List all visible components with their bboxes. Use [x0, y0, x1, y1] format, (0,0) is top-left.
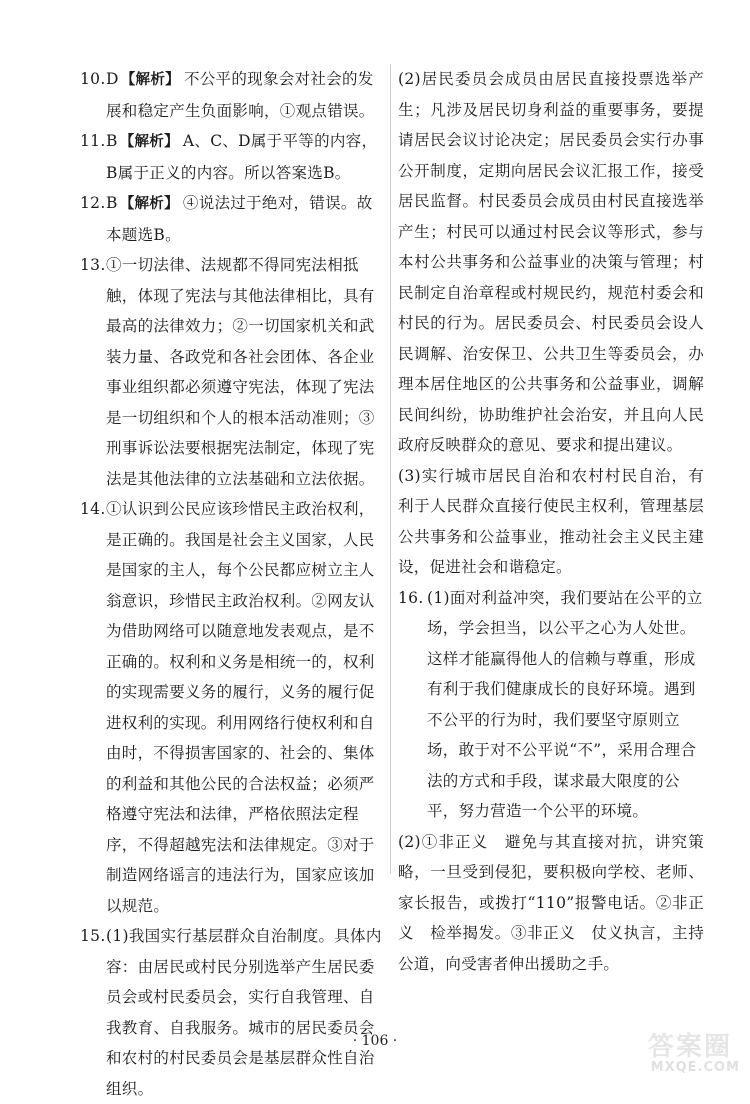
question-number: 15. — [80, 927, 106, 945]
answer-choice: B — [106, 194, 118, 212]
answer-item-16-part2 — [398, 827, 704, 980]
answer-text: (1)面对利益冲突，我们要站在公平的立场，学会担当，以公平之心为人处世。这样才能赢得他人的信赖与尊重，形成有利于我们健康成长的良好环境。遇到不公平的行为时，我们要坚守原则立场，敢于对不公平说“不”，采用合理合法的方式和手段，谋求最大限度的公平，努力营造一个公平的环境。 — [427, 588, 703, 820]
question-number: 16. — [398, 588, 424, 607]
answer-text: 不公平的现象会对社会的发展和稳定产生负面影响，①观点错误。 — [106, 70, 375, 120]
answer-text: ①一切法律、法规都不得同宪法相抵触，体现了宪法与其他法律相比，具有最高的法律效力；②一切国家机关和武装力量、各政党和各社会团体、各企业事业组织都必须遵守宪法，体现了宪法是一切组织和个人的根本活动准则；③刑事诉讼法要根据宪法制定，体现了宪法是其他法律的立法基础和立法依据。 — [106, 256, 375, 488]
question-number: 14. — [80, 500, 106, 518]
answer-item-10 — [80, 64, 383, 126]
answer-text: (2)居民委员会成员由居民直接投票选举产生；凡涉及居民切身利益的重要事务，要提请居民会议讨论决定；居民委员会实行办事公开制度，定期向居民会议汇报工作，接受居民监督。村民委员会成员由村民直接选举产生；村民可以通过村民会议等形式，参与本村公共事务和公益事业的决策与管理；村民制定自治章程或村规民约，规范村委会和村民的行为。居民委员会、村民委员会设人民调解、治安保卫、公共卫生等委员会，办理本居住地区的公共事务和公益事业，调解民间纠纷，协助维护社会治安，并且向人民政府反映群众的意见、要求和提出建议。 — [398, 70, 704, 454]
answer-item-13 — [80, 250, 383, 494]
answer-choice: B — [106, 132, 118, 150]
question-number: 10. — [80, 70, 106, 88]
answer-text: (1)我国实行基层群众自治制度。具体内容：由居民或村民分别选举产生居民委员会或村民委员会，实行自我管理、自我教育、自我服务。城市的居民委员会和农村的村民委员会是基层群众性自治组织。 — [106, 927, 382, 1098]
answer-body — [106, 64, 383, 126]
answer-choice: D — [106, 70, 119, 88]
analysis-tag: 【解析】 — [120, 72, 180, 88]
answer-item-16 — [398, 583, 704, 827]
answer-item-15 — [80, 921, 383, 1104]
answer-item-11 — [80, 126, 383, 188]
question-number: 12. — [80, 194, 106, 212]
watermark-domain: MXQE.COM — [650, 1060, 740, 1075]
site-watermark-logo — [648, 1033, 744, 1077]
left-column — [80, 64, 383, 1104]
answer-item-15-part3 — [398, 461, 704, 583]
analysis-tag: 【解析】 — [119, 196, 179, 212]
question-number: 13. — [80, 256, 106, 274]
answer-text: (2)①非正义 避免与其直接对抗，讲究策略，一旦受到侵犯，要积极向学校、老师、家长报告，或拨打“110”报警电话。②非正义 检举揭发。③非正义 仗义执言，主持公道，向受害者伸出援助之手。 — [398, 832, 704, 973]
watermark-text: 答案圈 — [648, 1032, 733, 1062]
answer-item-15-part2 — [398, 64, 704, 461]
answer-item-12 — [80, 188, 383, 250]
page-number: · 106 · — [352, 1033, 398, 1049]
answer-text: (3)实行城市居民自治和农村村民自治，有利于人民群众直接行使民主权利，管理基层公共事务和公益事业，推动社会主义民主建设，促进社会和谐稳定。 — [398, 466, 704, 576]
analysis-tag: 【解析】 — [119, 134, 179, 150]
question-number: 11. — [80, 132, 106, 150]
answer-text: A、C、D属于平等的内容，B属于正义的内容。所以答案选B。 — [106, 132, 378, 182]
right-column — [398, 64, 704, 979]
answer-item-14 — [80, 494, 383, 921]
answer-body — [106, 126, 383, 188]
answer-text: ①认识到公民应该珍惜民主政治权利，是正确的。我国是社会主义国家，人民是国家的主人，每个公民都应树立主人翁意识，珍惜民主政治权利。②网友认为借助网络可以随意地发表观点，是不正确的。权利和义务是相统一的，权利的实现需要义务的履行，义务的履行促进权利的实现。利用网络行使权利和自由时，不得损害国家的、社会的、集体的利益和其他公民的合法权益；必须严格遵守宪法和法律，严格依照法定程序，不得超越宪法和法律规定。③对于制造网络谣言的违法行为，国家应该加以规范。 — [106, 500, 375, 915]
column-divider — [390, 64, 391, 874]
answer-text: ④说法过于绝对，错误。故本题选B。 — [106, 194, 373, 244]
answer-body — [106, 188, 383, 250]
